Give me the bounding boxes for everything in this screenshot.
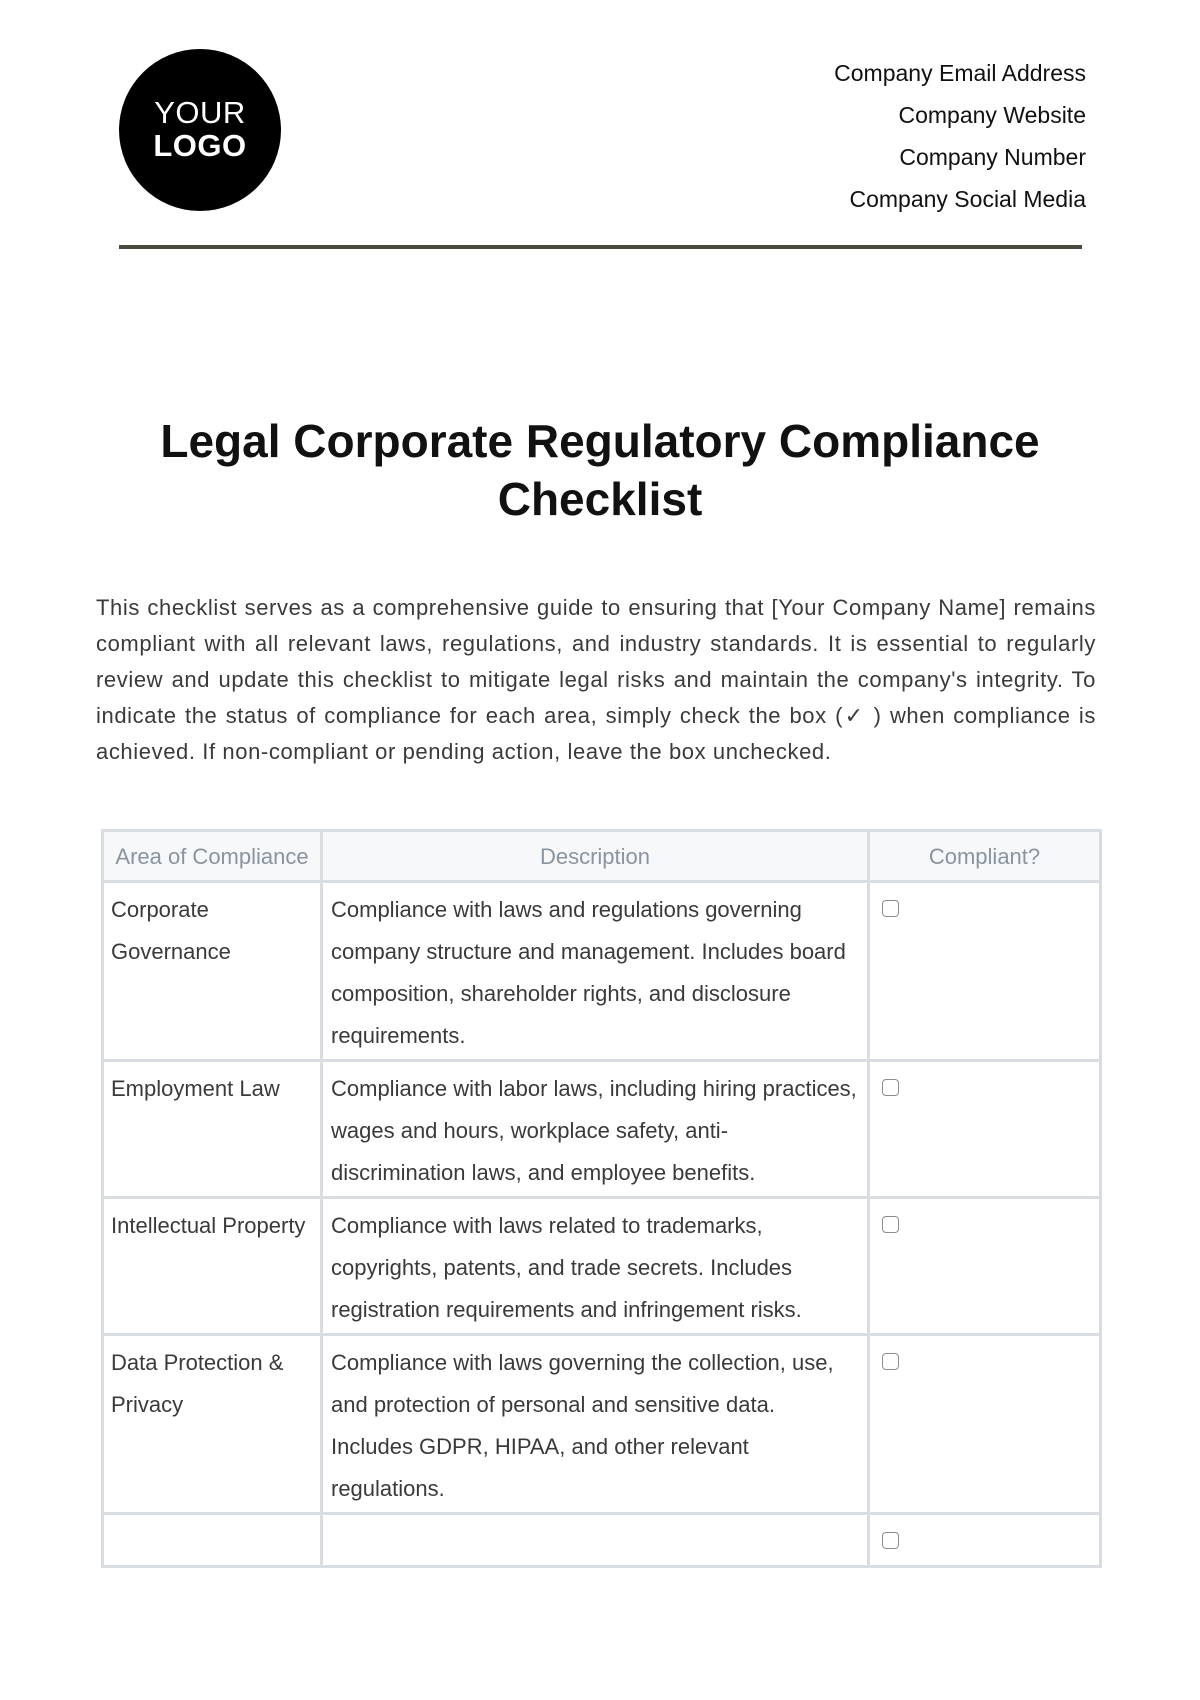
- area-cell: Corporate Governance: [103, 882, 322, 1061]
- table-row: [103, 882, 1101, 1061]
- area-cell: [103, 1514, 322, 1567]
- compliant-checkbox[interactable]: [882, 900, 899, 917]
- compliant-cell: [869, 1061, 1101, 1198]
- compliant-checkbox[interactable]: [882, 1353, 899, 1370]
- company-contact-block: [834, 52, 1086, 220]
- logo-line-1: YOUR: [154, 95, 246, 131]
- table-row: [103, 1198, 1101, 1335]
- document-title: Legal Corporate Regulatory Compliance Checklist: [160, 415, 1040, 525]
- column-header-area: Area of Compliance: [103, 831, 322, 882]
- company-website: Company Website: [898, 102, 1086, 128]
- intro-paragraph: This checklist serves as a comprehensive guide to ensuring that [Your Company Name] remains compliant with all relevant laws, regulations, and industry standards. It is essential to regularly review and update this checklist to mitigate legal risks and maintain the company's integrity. To indicate the status of compliance for each area, simply check the box (✓ ) when compliance is achieved. If non-compliant or pending action, leave the box unchecked.: [96, 595, 1096, 764]
- column-header-compliant: Compliant?: [869, 831, 1101, 882]
- area-cell: Intellectual Property: [103, 1198, 322, 1335]
- column-header-description: Description: [322, 831, 869, 882]
- description-cell: Compliance with laws related to trademarks, copyrights, patents, and trade secrets. Includes registration requirements and infringement risks.: [322, 1198, 869, 1335]
- compliant-checkbox[interactable]: [882, 1079, 899, 1096]
- compliance-table-container: [101, 829, 1099, 1568]
- compliant-cell: [869, 1335, 1101, 1514]
- company-social-media: Company Social Media: [849, 186, 1086, 212]
- table-header-row: [103, 831, 1101, 882]
- logo-line-2: LOGO: [153, 128, 247, 163]
- compliant-checkbox[interactable]: [882, 1216, 899, 1233]
- description-cell: [322, 1514, 869, 1567]
- table-row-partial: [103, 1514, 1101, 1567]
- table-row: [103, 1335, 1101, 1514]
- compliance-table: [101, 829, 1102, 1568]
- compliant-checkbox[interactable]: [882, 1532, 899, 1549]
- area-cell: Data Protection & Privacy: [103, 1335, 322, 1514]
- company-email: Company Email Address: [834, 60, 1086, 86]
- compliant-cell: [869, 882, 1101, 1061]
- description-cell: Compliance with laws and regulations governing company structure and management. Includes board composition, shareholder rights, and disclosure requirements.: [322, 882, 869, 1061]
- compliant-cell: [869, 1514, 1101, 1567]
- area-cell: Employment Law: [103, 1061, 322, 1198]
- compliant-cell: [869, 1198, 1101, 1335]
- company-number: Company Number: [899, 144, 1086, 170]
- company-logo: [119, 49, 281, 211]
- description-cell: Compliance with laws governing the collection, use, and protection of personal and sensitive data. Includes GDPR, HIPAA, and other relevant regulations.: [322, 1335, 869, 1514]
- header-divider: [119, 245, 1082, 249]
- description-cell: Compliance with labor laws, including hiring practices, wages and hours, workplace safety, anti-discrimination laws, and employee benefits.: [322, 1061, 869, 1198]
- table-row: [103, 1061, 1101, 1198]
